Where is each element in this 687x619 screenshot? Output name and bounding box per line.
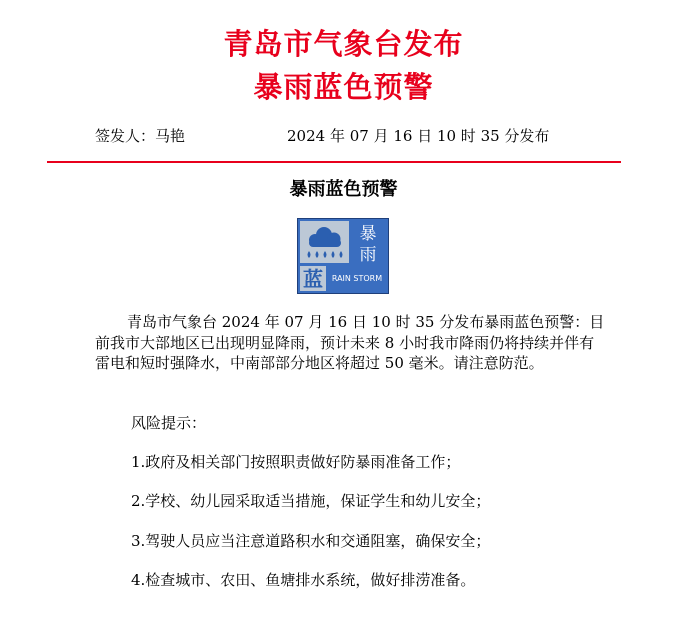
publish-time: 2024 年 07 月 16 日 10 时 35 分发布 [287,127,550,145]
risk-item-2: 2.学校、幼儿园采取适当措施，保证学生和幼儿安全； [131,492,491,510]
risk-item-1: 1.政府及相关部门按照职责做好防暴雨准备工作； [131,453,461,471]
icon-char-yu: 雨 [359,245,377,265]
icon-level-char: 蓝 [303,267,323,291]
warning-body-text: 青岛市气象台 2024 年 07 月 16 日 10 时 35 分发布暴雨蓝色预警：目前我市大部地区已出现明显降雨，预计未来 8 小时我市降雨仍将持续并伴有雷电和短时强降水，中南部部分地区将超过 50 毫米。请注意防范。 [95,313,605,372]
header-divider [47,161,621,163]
risk-item-4: 4.检查城市、农田、鱼塘排水系统，做好排涝准备。 [131,571,476,589]
warning-title: 暴雨蓝色预警 [253,70,434,104]
rainstorm-blue-warning-icon [297,218,389,294]
icon-caption: RAIN STORM [331,274,383,283]
document-heading: 暴雨蓝色预警 [289,179,398,200]
risk-item-3: 3.驾驶人员应当注意道路积水和交通阻塞，确保安全； [131,532,491,550]
agency-title: 青岛市气象台发布 [223,27,464,61]
risk-title: 风险提示： [131,414,207,432]
icon-char-bao: 暴 [359,224,377,244]
signer-label: 签发人：马艳 [95,127,186,145]
